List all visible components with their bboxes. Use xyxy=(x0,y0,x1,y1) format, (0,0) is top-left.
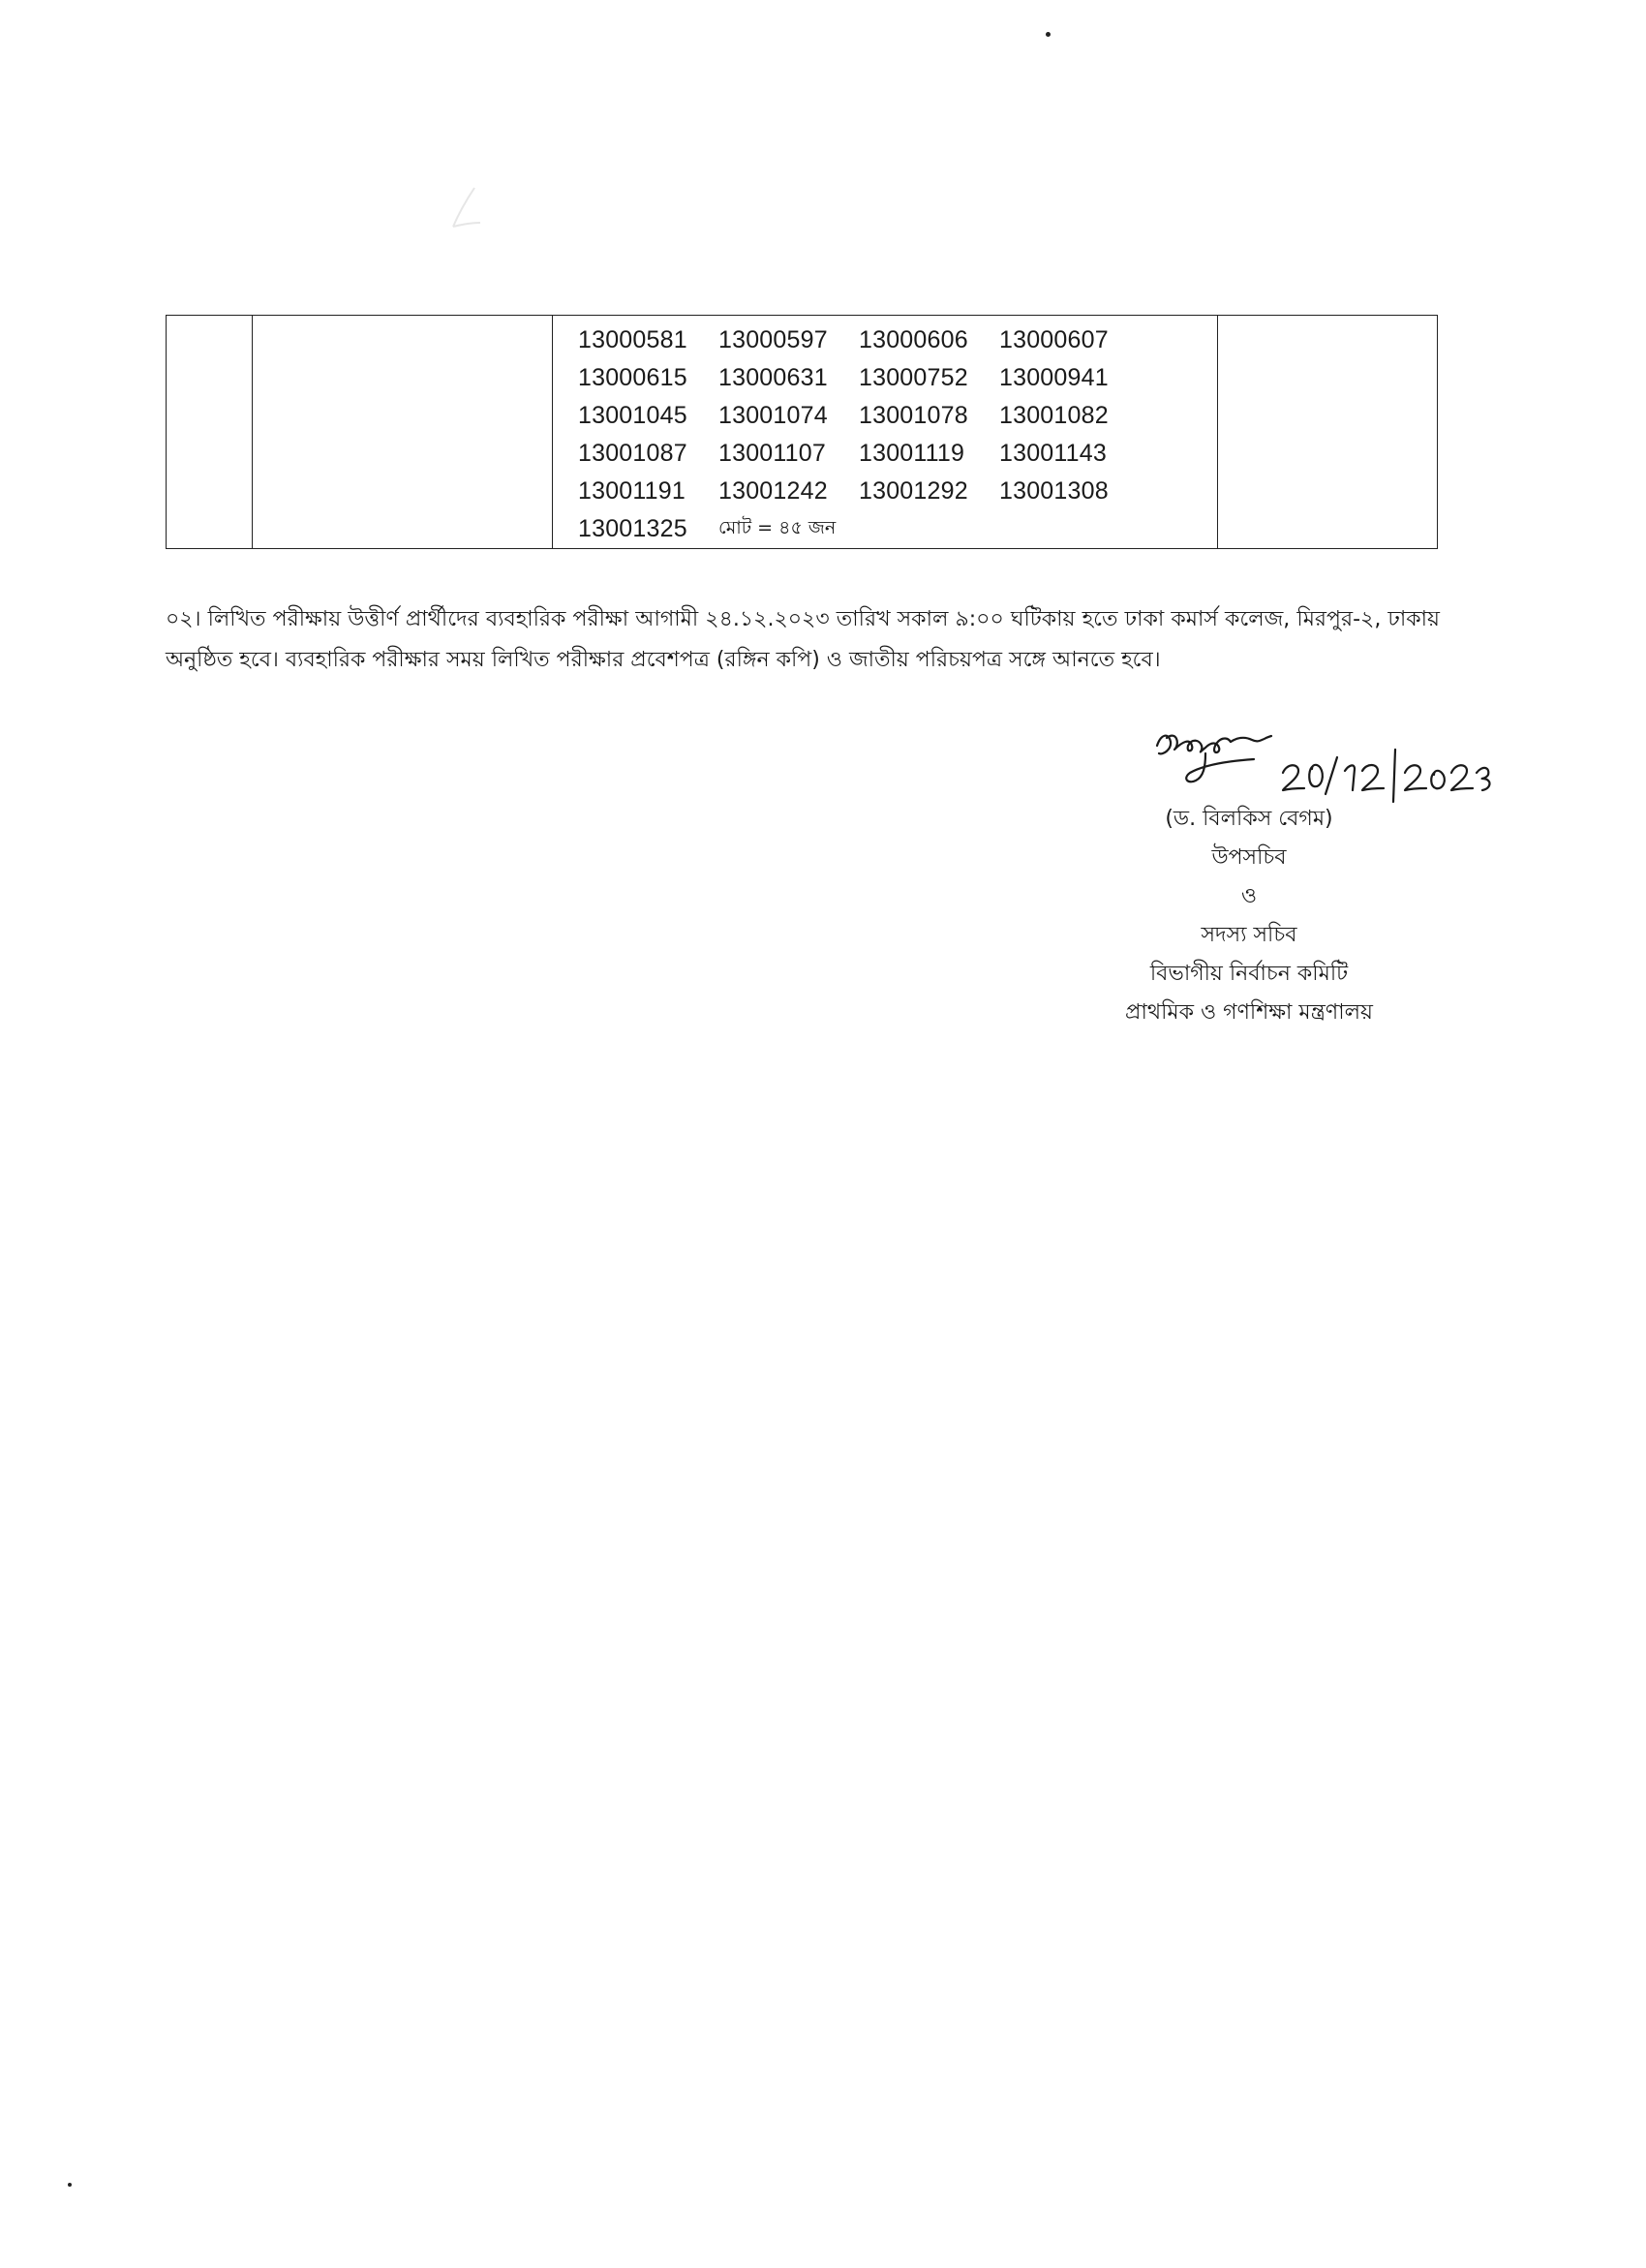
roll-number: 13000615 xyxy=(578,364,687,391)
roll-number: 13001078 xyxy=(859,402,968,429)
faded-mark xyxy=(447,184,486,232)
roll-number-table xyxy=(166,315,1438,549)
roll-number: 13001119 xyxy=(859,440,965,467)
roll-number: 13001082 xyxy=(999,402,1109,429)
table-row xyxy=(578,435,1236,473)
scan-speck xyxy=(1046,32,1051,37)
notice-paragraph: ০২। লিখিত পরীক্ষায় উত্তীর্ণ প্রার্থীদের ব্যবহারিক পরীক্ষা আগামী ২৪.১২.২০২৩ তারিখ সকাল ৯:০০ ঘটিকায় হতে ঢাকা কমার্স কলেজ, মিরপুর-২, ঢাকায় অনুষ্ঠিত হবে। ব্যবহারিক পরীক্ষার সময় লিখিত পরীক্ষার প্রবেশপত্র (রঙ্গিন কপি) ও জাতীয় পরিচয়পত্র সঙ্গে আনতে হবে। xyxy=(166,607,1440,672)
table-row xyxy=(578,322,1236,359)
roll-number: 13001308 xyxy=(999,477,1109,505)
roll-number: 13000752 xyxy=(859,364,968,391)
roll-number: 13000581 xyxy=(578,326,687,353)
table-row xyxy=(578,397,1236,435)
roll-number: 13000941 xyxy=(999,364,1109,391)
signatory-name: (ড. বিলকিস বেগম) xyxy=(1165,807,1333,831)
roll-number: 13001107 xyxy=(718,440,826,467)
roll-number: 13001191 xyxy=(578,477,686,505)
roll-number: 13001242 xyxy=(718,477,828,505)
table-row xyxy=(578,510,1236,548)
roll-number-list xyxy=(578,322,1236,548)
roll-number: 13001087 xyxy=(578,440,687,467)
handwritten-signature xyxy=(1147,717,1496,804)
table-column-divider xyxy=(552,316,553,548)
roll-number: 13001143 xyxy=(999,440,1107,467)
committee-name: বিভাগীয় নির্বাচন কমিটি xyxy=(1149,962,1349,986)
table-column-divider xyxy=(252,316,253,548)
roll-number: 13001292 xyxy=(859,477,968,505)
signatory-designation: উপসচিব xyxy=(1211,845,1287,870)
roll-number: 13000606 xyxy=(859,326,968,353)
total-count: মোট = ৪৫ জন xyxy=(718,516,837,538)
scan-speck xyxy=(68,2183,72,2187)
roll-number: 13000597 xyxy=(718,326,828,353)
table-row xyxy=(578,359,1236,397)
roll-number: 13000607 xyxy=(999,326,1109,353)
signatory-role: সদস্য সচিব xyxy=(1201,923,1297,947)
roll-number: 13000631 xyxy=(718,364,828,391)
roll-number: 13001325 xyxy=(578,515,687,542)
table-row xyxy=(578,473,1236,510)
roll-number: 13001045 xyxy=(578,402,687,429)
conjunction-text: ও xyxy=(1240,884,1258,908)
ministry-name: প্রাথমিক ও গণশিক্ষা মন্ত্রণালয় xyxy=(1125,1000,1373,1025)
roll-number: 13001074 xyxy=(718,402,828,429)
signatory-block xyxy=(1046,800,1452,1032)
